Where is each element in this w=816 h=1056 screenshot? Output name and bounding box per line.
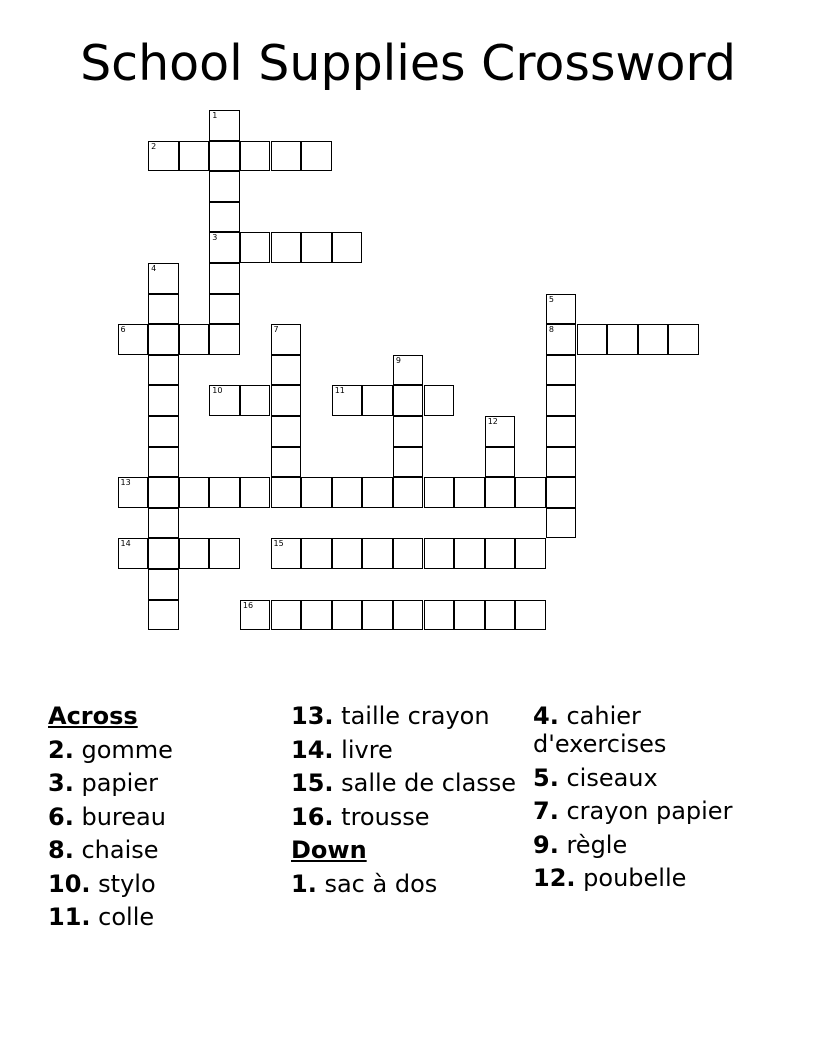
clue-number: 13 (120, 478, 131, 488)
clue-across-13: 13. taille crayon (291, 702, 490, 730)
grid-cell[interactable] (546, 447, 577, 478)
grid-cell[interactable] (393, 447, 424, 478)
clue-number: 1 (212, 111, 218, 120)
grid-cell[interactable] (546, 294, 577, 325)
clue-column-1 (48, 702, 283, 931)
grid-cell[interactable] (179, 477, 210, 508)
grid-cell[interactable] (209, 294, 240, 325)
grid-cell[interactable] (424, 538, 455, 569)
grid-cell[interactable] (148, 294, 179, 325)
grid-cell[interactable] (271, 538, 302, 569)
grid-cell[interactable] (118, 538, 149, 569)
grid-cell[interactable] (485, 416, 516, 447)
grid-cell[interactable] (240, 477, 271, 508)
clue-down-9: 9. règle (533, 830, 628, 859)
grid-cell[interactable] (332, 385, 363, 416)
clue-number: 2 (151, 141, 157, 151)
grid-cell[interactable] (332, 538, 363, 569)
grid-cell[interactable] (301, 538, 332, 569)
clue-down-7: 7. crayon papier (533, 797, 733, 825)
grid-cell[interactable] (362, 477, 393, 508)
grid-cell[interactable] (454, 538, 485, 569)
grid-cell[interactable] (485, 538, 516, 569)
grid-cell[interactable] (332, 600, 363, 631)
grid-cell[interactable] (301, 477, 332, 508)
clue-number: 11 (334, 386, 345, 396)
grid-cell[interactable] (515, 538, 546, 569)
grid-cell[interactable] (393, 477, 424, 508)
grid-cell[interactable] (209, 324, 240, 355)
grid-cell[interactable] (577, 324, 608, 355)
grid-cell[interactable] (546, 324, 577, 355)
clue-number: 10 (212, 386, 223, 396)
clue-number: 12 (487, 417, 498, 426)
grid-cell[interactable] (515, 600, 546, 631)
grid-cell[interactable] (148, 355, 179, 386)
grid-cell[interactable] (332, 232, 363, 263)
clue-number: 3 (212, 233, 218, 243)
grid-cell[interactable] (209, 110, 240, 141)
grid-cell[interactable] (638, 324, 669, 355)
grid-cell[interactable] (424, 385, 455, 416)
grid-cell[interactable] (240, 600, 271, 631)
grid-cell[interactable] (485, 477, 516, 508)
grid-cell[interactable] (271, 141, 302, 172)
grid-cell[interactable] (454, 477, 485, 508)
grid-cell[interactable] (393, 416, 424, 447)
grid-cell[interactable] (209, 477, 240, 508)
grid-cell[interactable] (485, 447, 516, 478)
grid-cell[interactable] (515, 477, 546, 508)
clue-down-4: 4. cahier d'exercises (533, 702, 667, 758)
grid-cell[interactable] (301, 141, 332, 172)
grid-cell[interactable] (209, 141, 240, 172)
clue-down-1: 1. sac à dos (291, 869, 438, 898)
grid-cell[interactable] (179, 141, 210, 172)
clue-across-8: 8. chaise (48, 836, 159, 864)
clue-across-11: 11. colle (48, 903, 155, 931)
grid-cell[interactable] (148, 538, 179, 569)
grid-cell[interactable] (179, 324, 210, 355)
grid-cell[interactable] (271, 385, 302, 416)
grid-cell[interactable] (271, 324, 302, 355)
grid-cell[interactable] (393, 385, 424, 416)
clue-number: 16 (242, 600, 254, 610)
grid-cell[interactable] (118, 324, 149, 355)
grid-cell[interactable] (240, 232, 271, 263)
grid-cell[interactable] (362, 600, 393, 631)
grid-cell[interactable] (362, 385, 393, 416)
grid-cell[interactable] (424, 477, 455, 508)
puzzle-title: School Supplies Crossword (80, 35, 736, 92)
clue-across-15: 15. salle de classe (291, 769, 517, 797)
clue-across-10: 10. stylo (48, 869, 156, 898)
clue-across-16: 16. trousse (291, 802, 430, 831)
grid-cell[interactable] (393, 355, 424, 386)
clue-number: 8 (548, 325, 554, 335)
grid-cell[interactable] (148, 569, 179, 600)
grid-cell[interactable] (546, 355, 577, 386)
grid-cell[interactable] (179, 538, 210, 569)
grid-cell[interactable] (546, 508, 577, 539)
clue-down-12: 12. poubelle (533, 864, 687, 892)
grid-cell[interactable] (118, 477, 149, 508)
grid-cell[interactable] (393, 538, 424, 569)
grid-cell[interactable] (271, 447, 302, 478)
grid-cell[interactable] (271, 232, 302, 263)
grid-cell[interactable] (148, 324, 179, 355)
grid-cell[interactable] (301, 600, 332, 631)
clue-number: 5 (548, 294, 554, 304)
grid-cell[interactable] (148, 263, 179, 294)
grid-cell[interactable] (209, 538, 240, 569)
grid-cell[interactable] (148, 477, 179, 508)
grid-cell[interactable] (546, 385, 577, 416)
grid-cell[interactable] (209, 263, 240, 294)
grid-cell[interactable] (209, 232, 240, 263)
grid-cell[interactable] (454, 600, 485, 631)
grid-cell[interactable] (485, 600, 516, 631)
grid-cell[interactable] (546, 416, 577, 447)
grid-cell[interactable] (271, 600, 302, 631)
grid-cell[interactable] (362, 538, 393, 569)
grid-cell[interactable] (148, 385, 179, 416)
grid-cell[interactable] (271, 355, 302, 386)
grid-cell[interactable] (209, 385, 240, 416)
grid-cell[interactable] (546, 477, 577, 508)
clue-number: 15 (273, 539, 284, 549)
grid-cell[interactable] (271, 416, 302, 447)
grid-cell[interactable] (393, 600, 424, 631)
grid-cell[interactable] (148, 141, 179, 172)
clue-across-2: 2. gomme (48, 735, 173, 764)
clue-number: 4 (151, 264, 157, 273)
grid-cell[interactable] (209, 202, 240, 233)
grid-cell[interactable] (148, 447, 179, 478)
clue-number: 14 (120, 539, 131, 549)
clue-number: 6 (120, 325, 126, 335)
grid-cell[interactable] (209, 171, 240, 202)
clue-number: 9 (395, 355, 401, 365)
grid-cell[interactable] (240, 385, 271, 416)
clue-across-3: 3. papier (48, 769, 158, 797)
grid-cell[interactable] (271, 477, 302, 508)
grid-cell[interactable] (148, 600, 179, 631)
grid-cell[interactable] (607, 324, 638, 355)
grid-cell[interactable] (148, 416, 179, 447)
grid-cell[interactable] (301, 232, 332, 263)
grid-cell[interactable] (332, 477, 363, 508)
clue-across-6: 6. bureau (48, 802, 166, 831)
grid-cell[interactable] (148, 508, 179, 539)
clue-down-5: 5. ciseaux (533, 763, 658, 792)
down-heading: Down (291, 836, 367, 864)
grid-cell[interactable] (668, 324, 699, 355)
across-heading: Across (48, 702, 138, 730)
clue-column-2 (291, 702, 526, 898)
grid-cell[interactable] (240, 141, 271, 172)
clue-number: 7 (273, 325, 279, 335)
clue-across-14: 14. livre (291, 735, 393, 764)
grid-cell[interactable] (424, 600, 455, 631)
clue-column-3 (533, 702, 768, 892)
